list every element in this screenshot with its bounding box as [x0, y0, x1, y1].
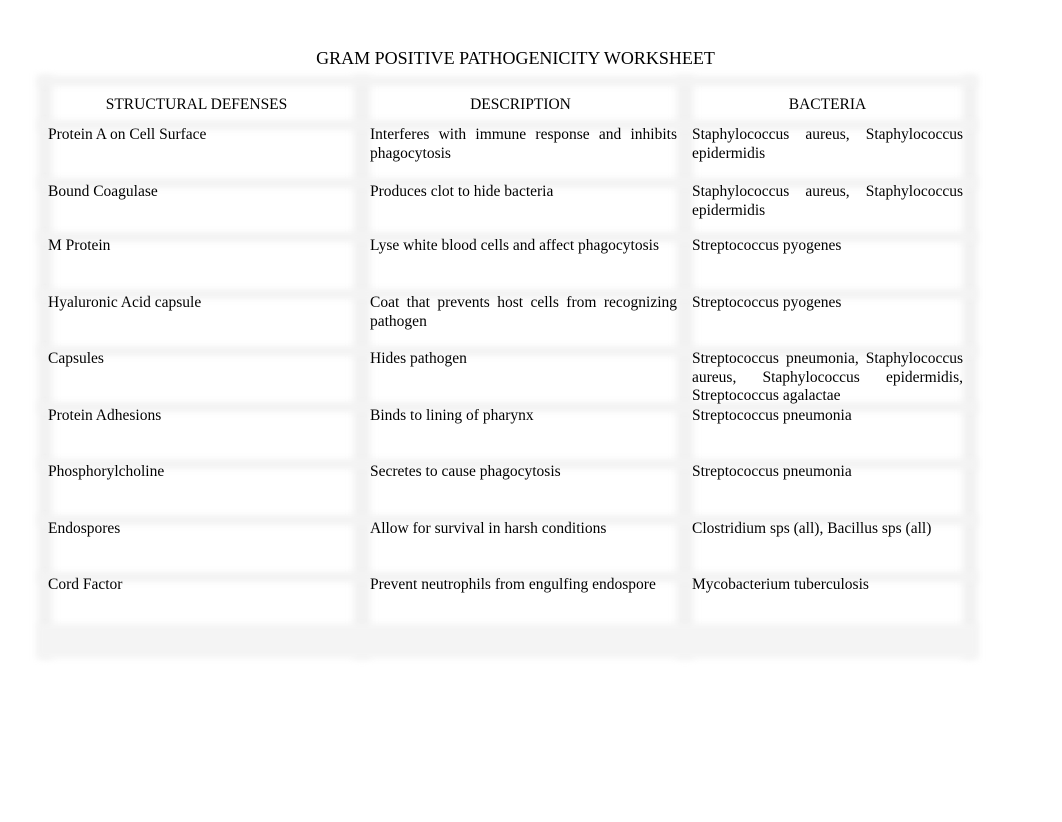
- defense-cell: Hyaluronic Acid capsule: [48, 294, 202, 311]
- table-border-top: [38, 76, 977, 86]
- description-cell: Lyse white blood cells and affect phagocytosis: [370, 237, 659, 254]
- bacteria-cell: Staphylococcus aureus, Staphylococcus epidermidis: [692, 183, 963, 219]
- description-cell: Hides pathogen: [370, 350, 467, 367]
- bacteria-cell: Streptococcus pneumonia: [692, 463, 852, 480]
- defense-cell: M Protein: [48, 237, 111, 254]
- description-cell: Binds to lining of pharynx: [370, 407, 534, 424]
- defense-cell: Capsules: [48, 350, 104, 367]
- defense-cell: Cord Factor: [48, 576, 123, 593]
- defense-cell: Endospores: [48, 520, 121, 537]
- page-title: GRAM POSITIVE PATHOGENICITY WORKSHEET: [316, 48, 715, 68]
- bacteria-cell: Streptococcus pyogenes: [692, 294, 842, 311]
- table-border-divider-1: [354, 76, 370, 658]
- bacteria-cell: Streptococcus pneumonia, Staphylococcus aureus, Staphylococcus epidermidis, Streptococcus agalactae: [692, 350, 963, 404]
- bacteria-cell: Clostridium sps (all), Bacillus sps (all): [692, 520, 932, 537]
- column-header-structural-defenses: STRUCTURAL DEFENSES: [105, 96, 288, 113]
- bacteria-cell: Streptococcus pyogenes: [692, 237, 842, 254]
- bacteria-cell: Streptococcus pneumonia: [692, 407, 852, 424]
- worksheet-table: [38, 76, 977, 658]
- defense-cell: Protein Adhesions: [48, 407, 162, 424]
- bacteria-cell: Staphylococcus aureus, Staphylococcus epidermidis: [692, 126, 963, 162]
- defense-cell: Bound Coagulase: [48, 183, 158, 200]
- table-border-right: [963, 76, 977, 658]
- column-header-bacteria: BACTERIA: [788, 96, 867, 113]
- description-cell: Interferes with immune response and inhibits phagocytosis: [370, 126, 677, 162]
- description-cell: Produces clot to hide bacteria: [370, 183, 554, 200]
- bacteria-cell: Mycobacterium tuberculosis: [692, 576, 869, 593]
- description-cell: Coat that prevents host cells from recognizing pathogen: [370, 294, 677, 330]
- column-header-description: DESCRIPTION: [470, 96, 571, 113]
- table-border-divider-2: [677, 76, 693, 658]
- defense-cell: Phosphorylcholine: [48, 463, 165, 480]
- defense-cell: Protein A on Cell Surface: [48, 126, 207, 143]
- table-empty-footer-row: [38, 624, 977, 658]
- description-cell: Prevent neutrophils from engulfing endospore: [370, 576, 656, 593]
- description-cell: Allow for survival in harsh conditions: [370, 520, 607, 537]
- description-cell: Secretes to cause phagocytosis: [370, 463, 561, 480]
